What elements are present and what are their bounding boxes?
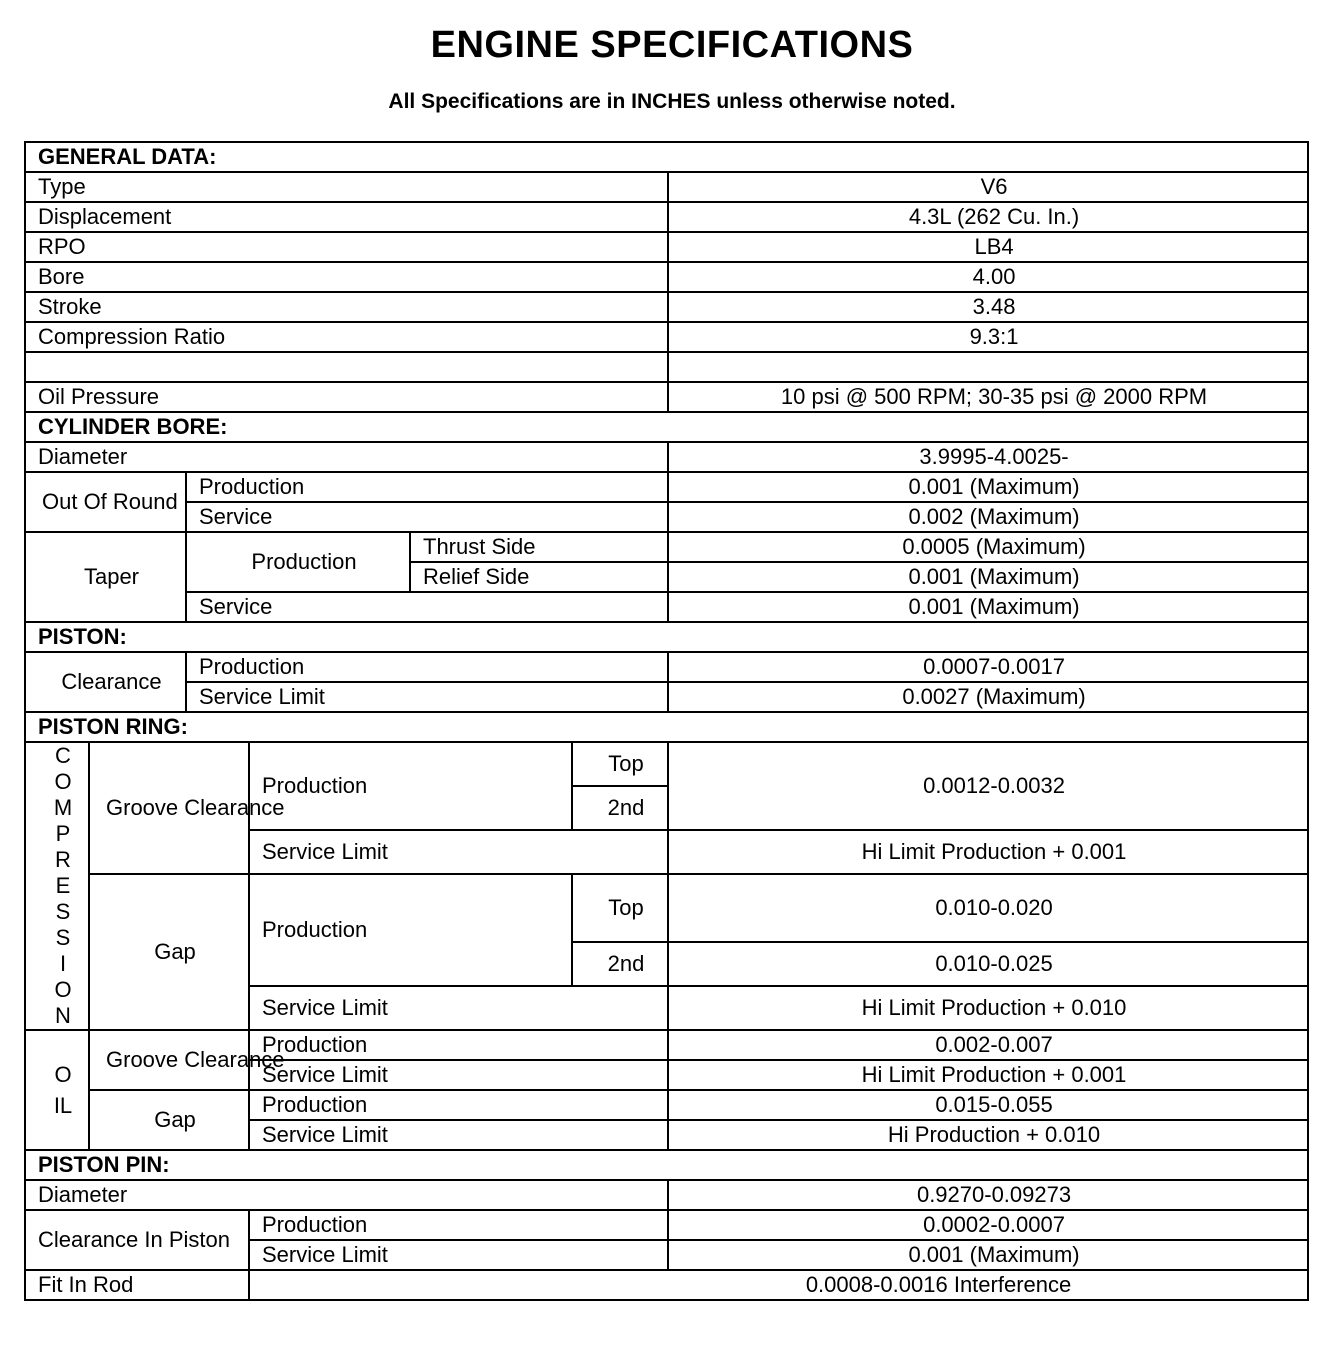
table-row [25,1270,1308,1300]
stroke-label: Stroke [25,292,668,322]
stroke-value: 3.48 [668,292,1308,322]
section-header-pin [25,1150,1308,1180]
oil-gap-service-value: Hi Production + 0.010 [668,1120,1308,1150]
table-row [25,232,1308,262]
piston-service-label: Service Limit [186,682,668,712]
oil-label [25,1030,89,1150]
oil-pressure-value: 10 psi @ 500 RPM; 30-35 psi @ 2000 RPM [668,382,1308,412]
taper-production-label: Production [186,532,410,592]
page-subtitle: All Specifications are in INCHES unless otherwise noted. [388,90,956,113]
taper-service-label: Service [186,592,668,622]
thrust-side-value: 0.0005 (Maximum) [668,532,1308,562]
oil-groove-service-value: Hi Limit Production + 0.001 [668,1060,1308,1090]
pin-service-value: 0.001 (Maximum) [668,1240,1308,1270]
displacement-label: Displacement [25,202,668,232]
cylinder-heading: CYLINDER BORE: [25,412,1308,442]
bore-value: 4.00 [668,262,1308,292]
bore-diameter-value: 3.9995-4.0025- [668,442,1308,472]
rpo-value: LB4 [668,232,1308,262]
table-row [25,1090,1308,1120]
piston-heading: PISTON: [25,622,1308,652]
table-row [25,1180,1308,1210]
section-header-ring [25,712,1308,742]
top-label: Top [572,874,668,942]
table-row [25,382,1308,412]
oil-groove-service-label: Service Limit [249,1060,668,1090]
table-row [25,874,1308,942]
bore-diameter-label: Diameter [25,442,668,472]
piston-production-value: 0.0007-0.0017 [668,652,1308,682]
comp-groove-production-label: Production [249,742,572,830]
empty-row [25,352,1308,382]
compression-label [25,742,89,1030]
taper-label: Taper [25,532,186,622]
type-label: Type [25,172,668,202]
second-label: 2nd [572,942,668,986]
out-of-round-label: Out Of Round [25,472,186,532]
table-row [25,262,1308,292]
oil-groove-production-value: 0.002-0.007 [668,1030,1308,1060]
oil-gap-service-label: Service Limit [249,1120,668,1150]
comp-gap-second-value: 0.010-0.025 [668,942,1308,986]
oor-service-value: 0.002 (Maximum) [668,502,1308,532]
pin-production-value: 0.0002-0.0007 [668,1210,1308,1240]
taper-service-value: 0.001 (Maximum) [668,592,1308,622]
comp-groove-service-value: Hi Limit Production + 0.001 [668,830,1308,874]
vertical-text: COMPRESSION [53,743,73,1028]
empty-cell [668,352,1308,382]
ring-heading: PISTON RING: [25,712,1308,742]
pin-clearance-label: Clearance In Piston [25,1210,249,1270]
table-row [25,172,1308,202]
table-row [25,202,1308,232]
displacement-value: 4.3L (262 Cu. In.) [668,202,1308,232]
compression-ratio-label: Compression Ratio [25,322,668,352]
oil-gap-production-label: Production [249,1090,668,1120]
table-row [25,652,1308,682]
rpo-label: RPO [25,232,668,262]
comp-gap-service-label: Service Limit [249,986,668,1030]
second-label: 2nd [572,786,668,830]
table-row [25,1210,1308,1240]
comp-gap-label: Gap [89,874,249,1030]
vertical-text: OIL [53,1062,73,1118]
oil-pressure-label: Oil Pressure [25,382,668,412]
oil-groove-label: Groove Clearance [89,1030,249,1090]
bore-label: Bore [25,262,668,292]
type-value: V6 [668,172,1308,202]
comp-groove-production-value: 0.0012-0.0032 [668,742,1308,830]
table-row [25,502,1308,532]
section-header-general [25,142,1308,172]
page-title: ENGINE SPECIFICATIONS [430,24,914,66]
table-row [25,682,1308,712]
empty-cell [25,352,668,382]
pin-diameter-label: Diameter [25,1180,668,1210]
compression-ratio-value: 9.3:1 [668,322,1308,352]
piston-service-value: 0.0027 (Maximum) [668,682,1308,712]
general-heading: GENERAL DATA: [25,142,1308,172]
pin-service-label: Service Limit [249,1240,668,1270]
relief-side-label: Relief Side [410,562,668,592]
oil-gap-label: Gap [89,1090,249,1150]
table-row [25,1030,1308,1060]
comp-groove-service-label: Service Limit [249,830,668,874]
section-header-cylinder [25,412,1308,442]
table-row [25,442,1308,472]
pin-diameter-value: 0.9270-0.09273 [668,1180,1308,1210]
piston-production-label: Production [186,652,668,682]
comp-gap-top-value: 0.010-0.020 [668,874,1308,942]
oil-groove-production-label: Production [249,1030,668,1060]
section-header-piston [25,622,1308,652]
table-row [25,742,1308,786]
table-row [25,532,1308,562]
table-row [25,292,1308,322]
relief-side-value: 0.001 (Maximum) [668,562,1308,592]
oor-service-label: Service [186,502,668,532]
fit-in-rod-label: Fit In Rod [25,1270,249,1300]
pin-heading: PISTON PIN: [25,1150,1308,1180]
table-row [25,322,1308,352]
table-row [25,592,1308,622]
comp-gap-production-label: Production [249,874,572,986]
oor-production-value: 0.001 (Maximum) [668,472,1308,502]
thrust-side-label: Thrust Side [410,532,668,562]
comp-groove-label: Groove Clearance [89,742,249,874]
fit-in-rod-value: 0.0008-0.0016 Interference [249,1270,1308,1300]
table-row [25,472,1308,502]
top-label: Top [572,742,668,786]
pin-production-label: Production [249,1210,668,1240]
oor-production-label: Production [186,472,668,502]
oil-gap-production-value: 0.015-0.055 [668,1090,1308,1120]
spec-table [24,141,1309,1301]
piston-clearance-label: Clearance [25,652,186,712]
comp-gap-service-value: Hi Limit Production + 0.010 [668,986,1308,1030]
